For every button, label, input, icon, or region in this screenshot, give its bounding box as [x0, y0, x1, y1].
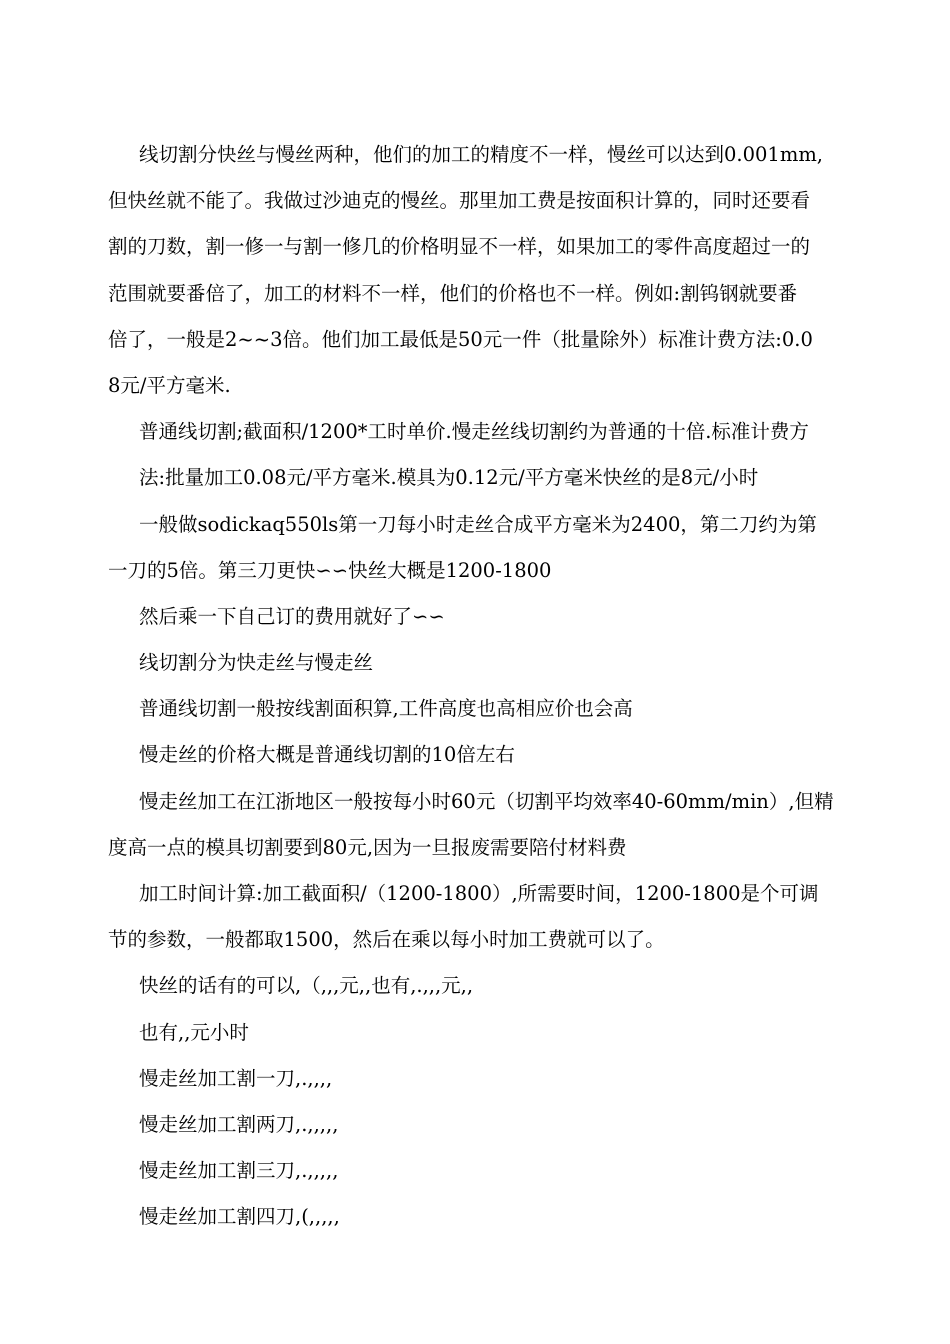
- text-line: 慢走丝加工割四刀,(,,,,,: [139, 1205, 340, 1229]
- text-line: 快丝的话有的可以,（,,,元,,也有,.,,,元,,: [139, 974, 474, 998]
- text-line: 节的参数，一般都取1500，然后在乘以每小时加工费就可以了。: [108, 928, 665, 952]
- text-line: 但快丝就不能了。我做过沙迪克的慢丝。那里加工费是按面积计算的，同时还要看: [108, 189, 811, 213]
- text-line: 度高一点的模具切割要到80元,因为一旦报废需要陪付材料费: [108, 835, 627, 859]
- text-line: 普通线切割;截面积/1200*工时单价.慢走丝线切割约为普通的十倍.标准计费方: [139, 420, 809, 444]
- text-line: 倍了，一般是2~~3倍。他们加工最低是50元一件（批量除外）标准计费方法:0.0: [108, 327, 813, 351]
- text-line: 法:批量加工0.08元/平方毫米.模具为0.12元/平方毫米快丝的是8元/小时: [139, 466, 759, 490]
- text-line: 范围就要番倍了，加工的材料不一样，他们的价格也不一样。例如:割钨钢就要番: [108, 281, 798, 305]
- text-line: 线切割分快丝与慢丝两种，他们的加工的精度不一样，慢丝可以达到0.001mm,: [139, 143, 824, 166]
- text-line: 慢走丝的价格大概是普通线切割的10倍左右: [139, 743, 515, 767]
- text-line: 加工时间计算:加工截面积/（1200-1800）,所需要时间，1200-1800是个可调: [139, 882, 819, 905]
- text-line: 普通线切割一般按线割面积算,工件高度也高相应价也会高: [139, 697, 633, 721]
- document-body: [108, 132, 843, 1241]
- text-line: 慢走丝加工割两刀,.,,,,,: [139, 1112, 339, 1136]
- text-line: 8元/平方毫米.: [108, 373, 231, 397]
- text-line: 慢走丝加工割三刀,.,,,,,: [139, 1159, 339, 1183]
- text-line: 慢走丝加工在江浙地区一般按每小时60元（切割平均效率40-60mm/min）,但精: [139, 789, 834, 813]
- text-line: 然后乘一下自己订的费用就好了∽∽: [139, 604, 445, 628]
- text-line: 也有,,元小时: [139, 1020, 249, 1044]
- text-line: 一般做sodickaq550ls第一刀每小时走丝合成平方毫米为2400，第二刀约为第: [139, 512, 817, 536]
- text-line: 一刀的5倍。第三刀更快∽∽快丝大概是1200-1800: [108, 558, 552, 582]
- text-line: 线切割分为快走丝与慢走丝: [139, 651, 374, 675]
- text-line: 慢走丝加工割一刀,.,,,,: [139, 1066, 333, 1090]
- text-line: 割的刀数，割一修一与割一修几的价格明显不一样，如果加工的零件高度超过一的: [108, 235, 811, 259]
